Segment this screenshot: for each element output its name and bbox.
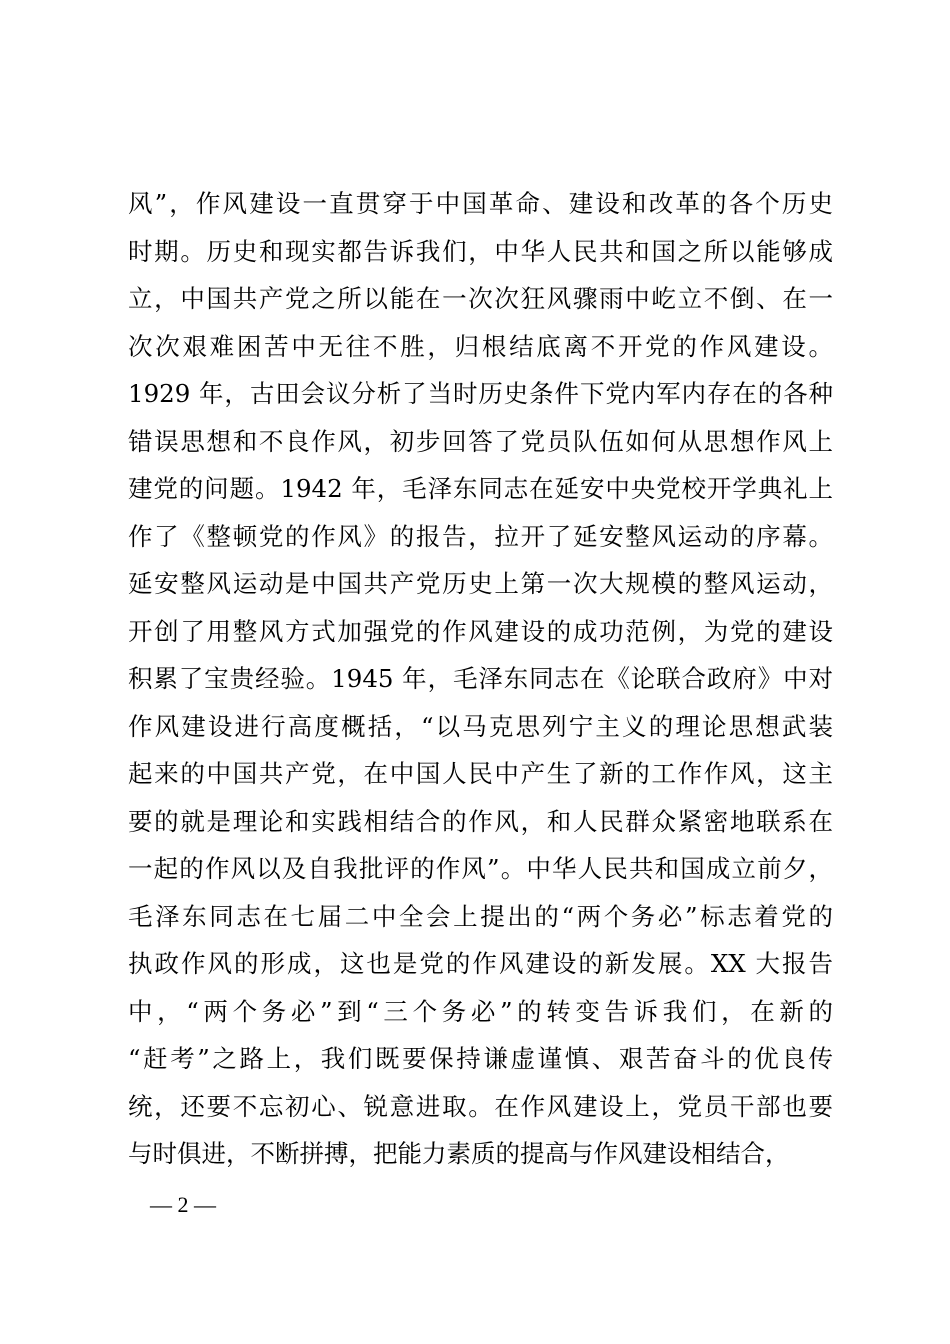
text-line: “赶考”之路上，我们既要保持谦虚谨慎、艰苦奋斗的优良传 <box>128 1044 833 1073</box>
text-line: 次次艰难困苦中无往不胜，归根结底离不开党的作风建设。 <box>128 331 833 361</box>
text-line: 作了《整顿党的作风》的报告，拉开了延安整风运动的序幕。 <box>128 521 833 551</box>
text-line: 建党的问题。1942 年，毛泽东同志在延安中央党校开学典礼上 <box>128 474 833 503</box>
text-line: 风”，作风建设一直贯穿于中国革命、建设和改革的各个历史 <box>128 189 833 218</box>
text-line: 统，还要不忘初心、锐意进取。在作风建设上，党员干部也要 <box>128 1091 833 1121</box>
text-line: 执政作风的形成，这也是党的作风建设的新发展。XX 大报告 <box>128 949 833 978</box>
text-line: 错误思想和不良作风，初步回答了党员队伍如何从思想作风上 <box>128 426 833 456</box>
text-line: 中，“两个务必”到“三个务必”的转变告诉我们，在新的 <box>128 996 833 1026</box>
text-line: 开创了用整风方式加强党的作风建设的成功范例，为党的建设 <box>128 616 833 646</box>
text-line: 要的就是理论和实践相结合的作风，和人民群众紧密地联系在 <box>128 806 833 836</box>
text-line: 延安整风运动是中国共产党历史上第一次大规模的整风运动， <box>128 569 833 598</box>
text-line: 积累了宝贵经验。1945 年，毛泽东同志在《论联合政府》中对 <box>128 664 833 693</box>
text-line: 与时俱进，不断拼搏，把能力素质的提高与作风建设相结合， <box>128 1139 790 1168</box>
page-number: — 2 — <box>150 1192 216 1217</box>
text-line: 立，中国共产党之所以能在一次次狂风骤雨中屹立不倒、在一 <box>128 284 833 313</box>
text-line: 起来的中国共产党，在中国人民中产生了新的工作作风，这主 <box>128 759 833 788</box>
body-paragraph <box>128 180 833 1178</box>
text-line: 作风建设进行高度概括，“以马克思列宁主义的理论思想武装 <box>128 711 833 741</box>
text-line: 毛泽东同志在七届二中全会上提出的“两个务必”标志着党的 <box>128 901 833 931</box>
text-line: 一起的作风以及自我批评的作风”。中华人民共和国成立前夕， <box>128 854 833 883</box>
text-line: 时期。历史和现实都告诉我们，中华人民共和国之所以能够成 <box>128 236 833 266</box>
text-line: 1929 年，古田会议分析了当时历史条件下党内军内存在的各种 <box>128 379 833 408</box>
